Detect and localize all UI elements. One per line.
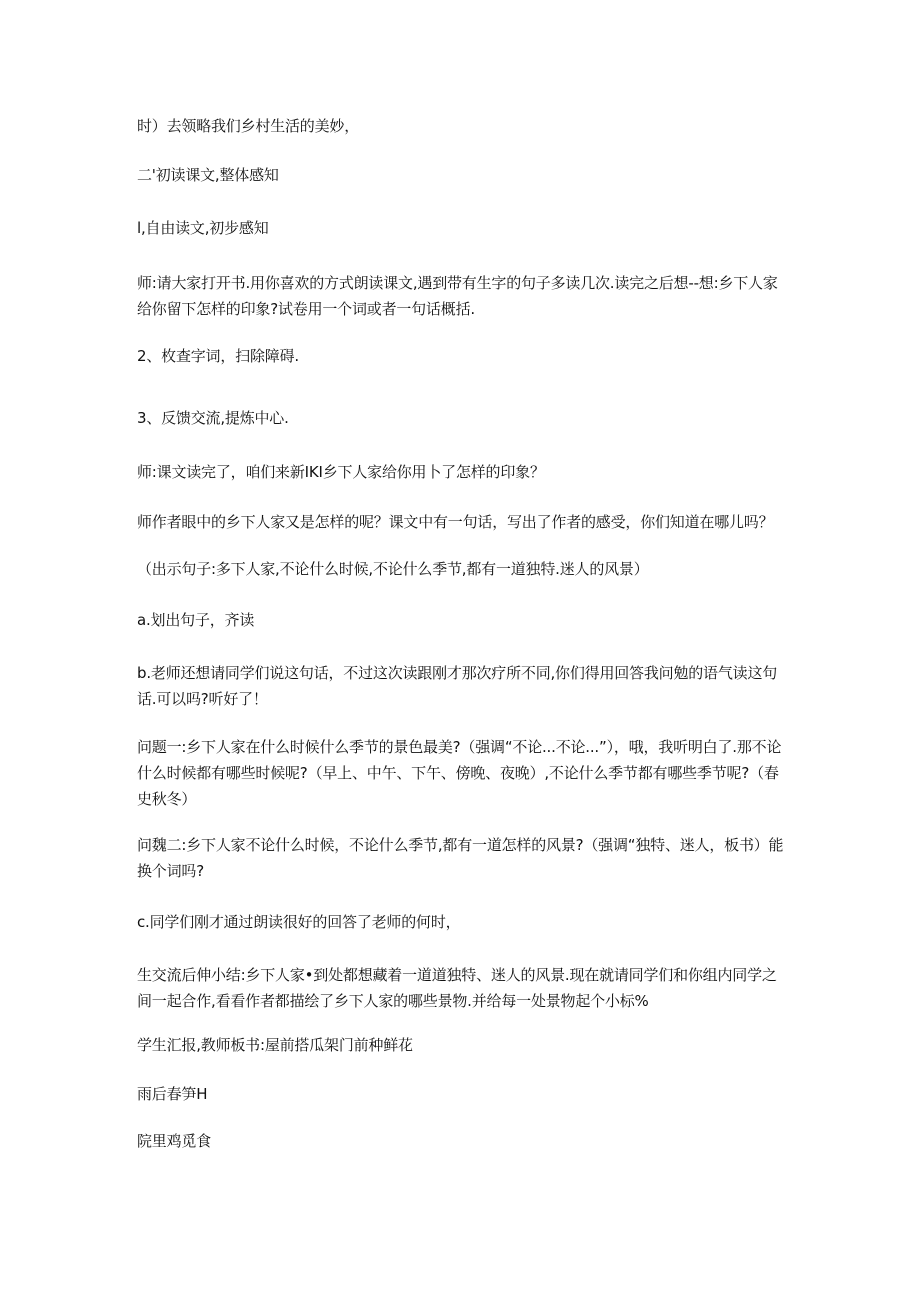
paragraph-intro-end: 时）去领略我们乡村生活的美妙，	[137, 117, 360, 135]
paragraph-summary: 生交流后伸小结:乡下人家•到处都想藏着一道道独特、迷人的风景.现在就请同学们和你组内同学之间一起合作,看看作者都描绘了乡下人家的哪些景物.并给每一处景物起个小标%	[137, 966, 777, 1010]
paragraph-show-sentence: （出示句子:多下人家,不论什么时候,不论什么季节,都有一道独特.迷人的风景）	[137, 560, 649, 578]
paragraph-teacher-impression: 师:课文读完了，咱们来新IKI乡下人家给你用卜了怎样的印象？	[137, 463, 545, 481]
board-note-bamboo: 雨后春笋H	[137, 1085, 208, 1103]
board-note-chicken: 院里鸡觅食	[137, 1132, 212, 1150]
item-c: c.同学们刚才通过朗读很好的回答了老师的何时，	[137, 913, 461, 931]
step-heading-2: 2、枚查字词，扫除障碍.	[137, 347, 299, 365]
step-heading-3: 3、反馈交流,提炼中心.	[137, 409, 289, 427]
item-b: b.老师还想请同学们说这句话，不过这次读跟刚才那次疗所不同,你们得用回答我问勉的语气读这句话.可以吗?听好了！	[137, 664, 778, 708]
question-one: 问题一:乡下人家在什么时候什么季节的景色最美?（强调“不论...不论...”），哦，我听明白了.那不论什么时候都有哪些时候呢?（早上、中午、下午、傍晚、夜晚）,不论什么季节都有哪些季节呢?（春史秋冬）	[137, 738, 782, 808]
item-a: a.划出句子，齐读	[137, 611, 255, 629]
question-two: 问魏二:乡下人家不论什么时候，不论什么季节,都有一道怎样的风景?（强调“独特、迷人，板书）能换个词吗?	[137, 836, 784, 880]
paragraph-teacher-reading: 师:请大家打开书.用你喜欢的方式朗读课文,遇到带有生字的句子多读几次.读完之后想--想:乡下人家给你留下怎样的印象?试卷用一个词或者一句话概括.	[137, 274, 778, 318]
step-heading-1: l,自由读文,初步感知	[137, 219, 269, 237]
section-heading-2: 二'初读课文,整体感知	[137, 166, 279, 184]
paragraph-author-view: 师作者眼中的乡下人家又是怎样的呢？课文中有一句话，写出了作者的感受，你们知道在哪儿吗？	[137, 513, 774, 531]
paragraph-board-notes: 学生汇报,教师板书:屋前搭瓜架门前种鲜花	[137, 1036, 413, 1054]
